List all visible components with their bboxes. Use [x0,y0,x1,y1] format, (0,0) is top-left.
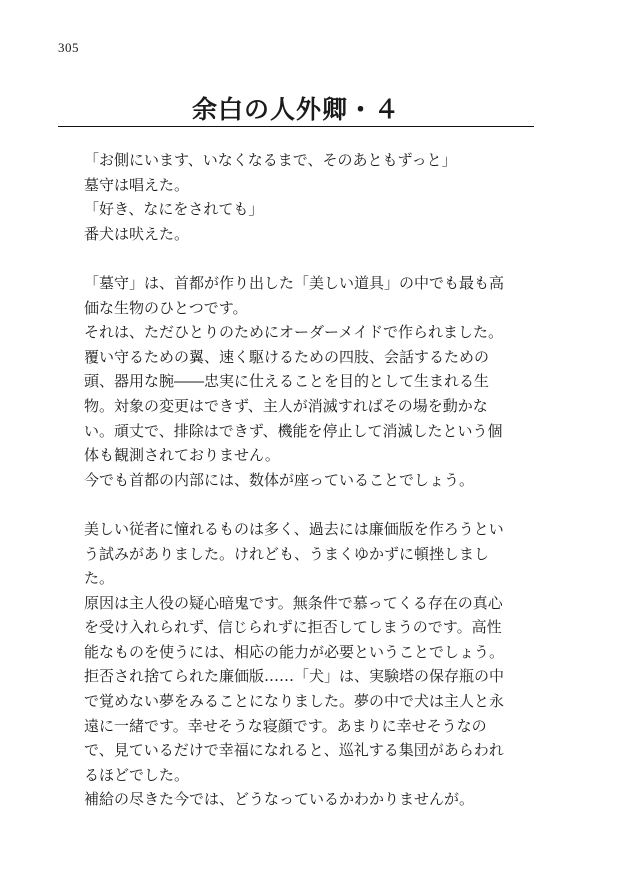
paragraph: 覆い守るための翼、速く駆けるための四肢、会話するための頭、器用な腕――忠実に仕えることを目的として生まれる生物。対象の変更はできず、主人が消滅すればその場を動かない。頑丈で、排除はできず、機能を停止して消滅したという個体も観測されておりません。 [84,347,503,465]
paragraph: 「好き、なにをされても」 [84,200,264,219]
body-text [84,148,516,812]
section-break [84,492,516,517]
paragraph: 墓守は唱えた。 [84,175,190,194]
section-break [84,246,516,271]
paragraph: 原因は主人役の疑心暗鬼です。無条件で慕ってくる存在の真心を受け入れられず、信じられずに拒否してしまうのです。高性能なものを使うには、相応の能力が必要ということでしょう。 [84,593,505,661]
paragraph: 美しい従者に憧れるものは多く、過去には廉価版を作ろうという試みがありました。けれども、うまくゆかずに頓挫しました。 [84,519,504,588]
paragraph: 番犬は吠えた。 [84,224,190,243]
paragraph: 「お側にいます、いなくなるまで、そのあともずっと」 [84,151,457,169]
chapter-title: 余白の人外卿・４ [191,95,400,124]
paragraph: 今でも首都の内部には、数体が座っていることでしょう。 [84,470,475,489]
title-divider [58,126,534,127]
paragraph: 拒否され捨てられた廉価版……「犬」は、実験塔の保存瓶の中で覚めない夢をみることになりました。夢の中で犬は主人と永遠に一緒です。幸せそうな寝顔です。あまりに幸せそうなので、見ているだけで幸福になれると、巡礼する集団があらわれるほどでした。 [84,667,505,784]
paragraph: 補給の尽きた今では、どうなっているかわかりませんが。 [84,790,475,809]
page-number: 305 [58,40,79,55]
paragraph: 「墓守」は、首都が作り出した「美しい道具」の中でも最も高価な生物のひとつです。 [84,273,505,317]
paragraph: それは、ただひとりのためにオーダーメイドで作られました。 [84,323,503,342]
